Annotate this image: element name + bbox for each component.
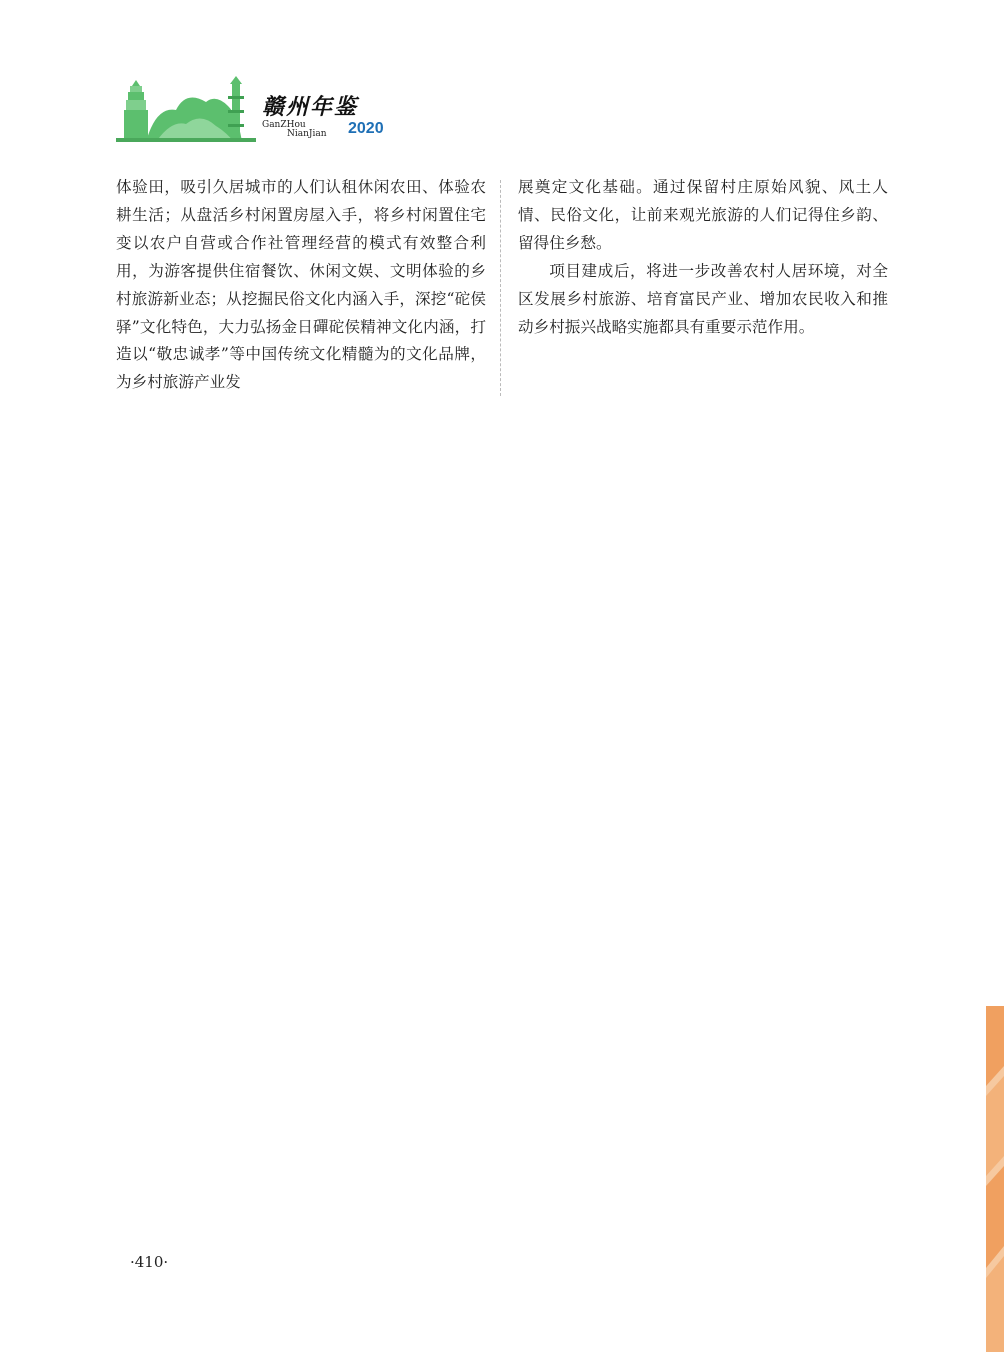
right-column-paragraph-2: 项目建成后，将进一步改善农村人居环境，对全区发展乡村旅游、培育富民产业、增加农民收入和推动乡村振兴战略实施都具有重要示范作用。: [518, 261, 888, 336]
right-column: [518, 174, 888, 341]
right-column-paragraph-1: 展奠定文化基础。通过保留村庄原始风貌、风土人情、民俗文化，让前来观光旅游的人们记得住乡韵、留得住乡愁。: [518, 178, 888, 252]
yearbook-title: 赣州年鉴: [262, 94, 359, 120]
yearbook-title-en-line1: GanZHou: [262, 120, 306, 130]
header-landscape-illustration: [116, 76, 256, 142]
left-column: [116, 174, 486, 397]
yearbook-title-en-line2: NianJian: [287, 129, 327, 139]
left-column-paragraph: 体验田，吸引久居城市的人们认租休闲农田、体验农耕生活；从盘活乡村闲置房屋入手，将乡村闲置住宅变以农户自营或合作社管理经营的模式有效整合利用，为游客提供住宿餐饮、休闲文娱、文明体验的乡村旅游新业态；从挖掘民俗文化内涵入手，深挖“砣侯驿”文化特色，大力弘扬金日磾砣侯精神文化内涵，打造以“敬忠诚孝”等中国传统文化精髓为的文化品牌，为乡村旅游产业发: [116, 178, 486, 392]
yearbook-year: 2020: [348, 120, 384, 137]
page-header: [116, 76, 416, 146]
side-section-tab: [986, 1006, 1004, 1352]
column-divider: [500, 180, 501, 396]
page-number: ·410·: [130, 1253, 169, 1271]
